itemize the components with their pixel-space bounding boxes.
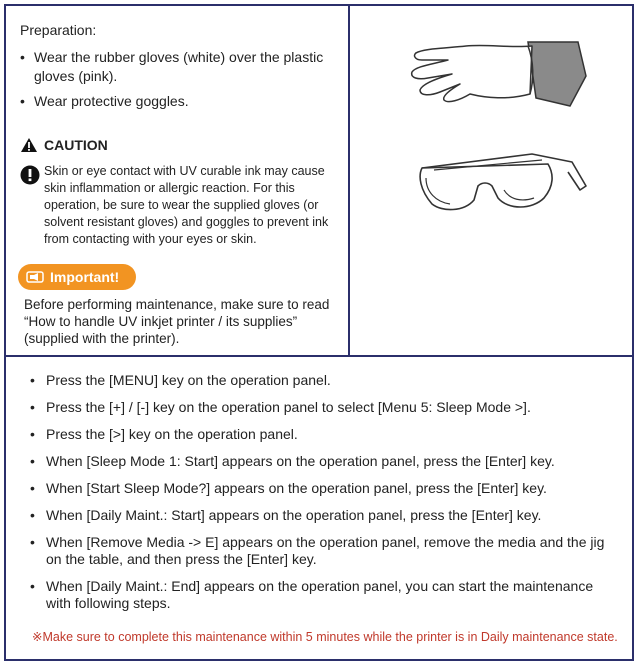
goggles-illustration [412,146,588,232]
warning-triangle-icon [20,137,38,153]
caution-text: Skin or eye contact with UV curable ink may cause skin inflammation or allergic reaction. For this operation, be sure to wear the supplied gloves (or solvent resistant gloves) and goggles to prevent ink from contacting with your eyes or skin. [44,164,329,246]
step-item: • When [Daily Maint.: End] appears on the operation panel, you can start the maintenance with following steps. [28,578,618,612]
procedure-steps [28,372,618,622]
caution-heading [20,137,108,153]
step-item: • When [Start Sleep Mode?] appears on the operation panel, press the [Enter] key. [28,480,618,497]
preparation-item: • Wear the rubber gloves (white) over the plastic gloves (pink). [20,48,340,86]
preparation-title: Preparation: [20,22,97,38]
important-label: Important! [50,269,120,285]
preparation-panel [6,6,350,355]
megaphone-icon [26,269,44,285]
top-section [6,6,632,357]
important-badge [18,264,136,290]
step-item: • Press the [>] key on the operation panel. [28,426,618,443]
illustration-panel [350,6,632,355]
time-limit-note: ※Make sure to complete this maintenance within 5 minutes while the printer is in Daily maintenance state. [32,630,618,644]
exclamation-circle-icon [20,165,40,185]
step-item: • When [Daily Maint.: Start] appears on the operation panel, press the [Enter] key. [28,507,618,524]
step-item: • When [Sleep Mode 1: Start] appears on the operation panel, press the [Enter] key. [28,453,618,470]
caution-body [20,163,346,248]
gloves-illustration [408,32,590,114]
step-item: • Press the [MENU] key on the operation panel. [28,372,618,389]
step-item: • Press the [+] / [-] key on the operation panel to select [Menu 5: Sleep Mode >]. [28,399,618,416]
caution-title: CAUTION [44,137,108,153]
important-text: Before performing maintenance, make sure to read “How to handle UV inkjet printer / its supplies” (supplied with the printer). [24,297,330,346]
preparation-list [20,48,340,117]
instruction-frame [4,4,634,661]
preparation-item: • Wear protective goggles. [20,92,340,111]
step-item: • When [Remove Media -> E] appears on the operation panel, remove the media and the jig on the table, and then press the [Enter] key. [28,534,618,568]
